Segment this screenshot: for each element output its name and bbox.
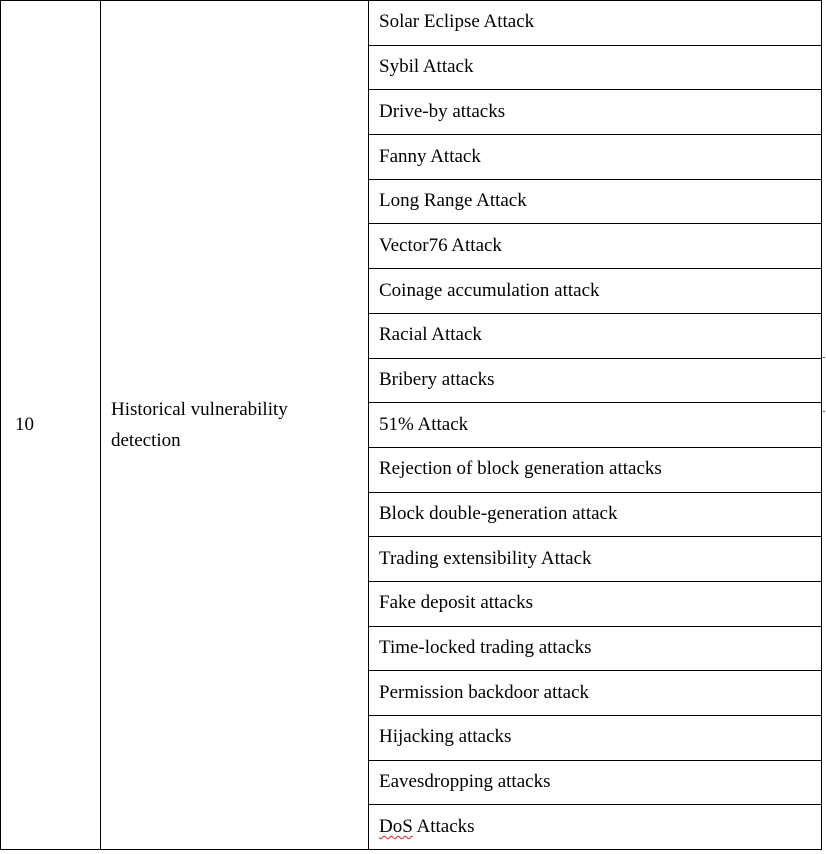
attack-cell [369, 447, 822, 492]
attack-cell [369, 537, 822, 582]
category-cell [101, 1, 369, 850]
attack-name: Time-locked trading attacks [379, 637, 592, 659]
attack-cell [369, 671, 822, 716]
attack-cell [369, 135, 822, 180]
table-row [1, 1, 822, 46]
attack-name: Fake deposit attacks [379, 592, 534, 614]
row-number: 10 [15, 413, 34, 435]
attack-name-suffix: Attacks [412, 815, 475, 837]
attack-cell [369, 492, 822, 537]
edge-artifact [823, 411, 825, 412]
attack-cell [369, 760, 822, 805]
attack-cell [369, 45, 822, 90]
edge-artifact [823, 357, 825, 358]
spellcheck-flagged-word: DoS [379, 815, 413, 837]
attack-cell [369, 716, 822, 761]
attack-name: Vector76 Attack [379, 234, 502, 256]
attack-name: Bribery attacks [379, 368, 495, 390]
attack-name: Permission backdoor attack [379, 681, 590, 703]
attack-name: Coinage accumulation attack [379, 279, 600, 301]
attack-cell [369, 313, 822, 358]
attack-name: 51% Attack [379, 413, 469, 435]
attack-name: Sybil Attack [379, 56, 474, 78]
attack-name: Racial Attack [379, 324, 482, 346]
attack-name: Rejection of block generation attacks [379, 458, 662, 480]
attack-cell [369, 224, 822, 269]
category-label: Historical vulnerability detection [111, 399, 288, 452]
attack-name: Fanny Attack [379, 145, 481, 167]
attack-name: Solar Eclipse Attack [379, 11, 535, 33]
attack-name [379, 816, 475, 837]
attack-cell [369, 626, 822, 671]
attack-name: Hijacking attacks [379, 726, 512, 748]
attack-name: Trading extensibility Attack [379, 547, 592, 569]
attack-cell [369, 269, 822, 314]
attack-cell [369, 90, 822, 135]
attack-cell [369, 403, 822, 448]
attack-name: Block double-generation attack [379, 503, 618, 524]
attack-cell [369, 358, 822, 403]
attack-cell [369, 1, 822, 46]
attack-cell [369, 179, 822, 224]
attack-name: Eavesdropping attacks [379, 771, 551, 793]
attack-cell [369, 581, 822, 626]
attack-name: Drive-by attacks [379, 100, 506, 122]
attack-cell [369, 805, 822, 850]
attack-name: Long Range Attack [379, 190, 527, 212]
attack-table-body [1, 1, 822, 850]
row-number-cell [1, 1, 101, 850]
